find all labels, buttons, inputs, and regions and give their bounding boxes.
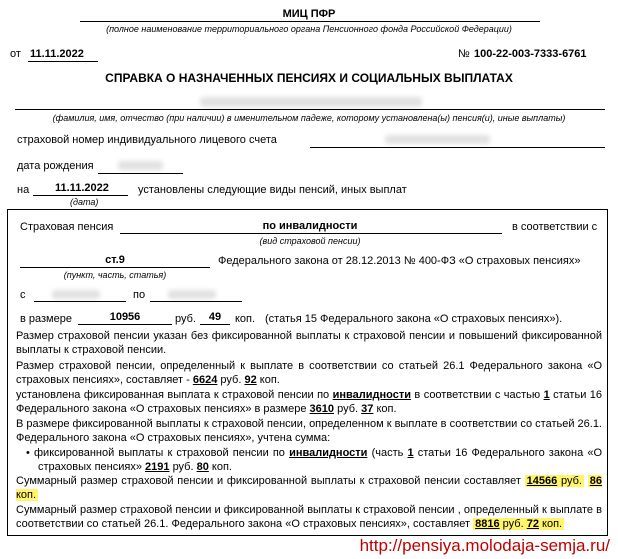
calc-kop: 92 bbox=[244, 374, 257, 386]
issue-date-line bbox=[28, 61, 98, 62]
number-prefix: № bbox=[458, 48, 470, 60]
article: ст.9 bbox=[105, 254, 125, 266]
fixed-paragraph bbox=[16, 388, 602, 416]
amount-kop: 49 bbox=[208, 311, 222, 323]
total-rub: 14566 bbox=[526, 475, 558, 487]
from-line bbox=[34, 301, 126, 302]
doc-number: 100-22-003-7333-6761 bbox=[474, 48, 587, 60]
org-name: МИЦ ПФР bbox=[282, 8, 336, 20]
bullet-text-b: (часть bbox=[371, 447, 404, 459]
bullet-text-c: статьи 16 Федерального закона «О страховых пенсиях» bbox=[38, 447, 603, 473]
calc-text: Размер страховой пенсии, определенный к выплате в соответствии со статьей 26.1 Федерального закона «О страховых пенсиях», составляет - bbox=[16, 360, 602, 386]
law-text: Федерального закона от 28.12.2013 № 400-ФЗ «О страховых пенсиях» bbox=[218, 255, 581, 267]
from-redacted bbox=[52, 290, 100, 299]
issue-date: 11.11.2022 bbox=[30, 48, 84, 60]
org-caption: (полное наименование территориального органа Пенсионного фонда Российской Федерации) bbox=[106, 24, 512, 34]
payout-kop-label: коп. bbox=[542, 518, 563, 530]
payout-kop: 72 bbox=[526, 518, 539, 530]
amount-rub-line bbox=[78, 324, 172, 325]
amount-label: в размере bbox=[20, 313, 72, 325]
pension-type: по инвалидности bbox=[262, 220, 358, 232]
amount-rub: 10956 bbox=[109, 311, 141, 323]
total-kop-label: коп. bbox=[16, 489, 37, 501]
snils-redacted bbox=[385, 135, 490, 144]
bullet-type: инвалидности bbox=[289, 447, 368, 459]
fixed-rub-label: руб. bbox=[337, 403, 359, 415]
snils-label: страховой номер индивидуального лицевого счета bbox=[17, 134, 277, 146]
kop-label: коп. bbox=[235, 313, 256, 325]
fixed-text-b: в соответствии с частью bbox=[414, 389, 541, 401]
on-date-line bbox=[33, 195, 128, 196]
bullet-part: 1 bbox=[407, 447, 414, 459]
to-line bbox=[150, 301, 242, 302]
note-paragraph: Размер страховой пенсии указан без фиксированной выплаты к страховой пенсии и повышений фиксированной выплаты к страховой пенсии. bbox=[16, 330, 602, 356]
calc-rub-label: руб. bbox=[220, 374, 242, 386]
bullet-kop-label: коп. bbox=[211, 461, 232, 473]
watermark-url: http://pensiya.molodaja-semja.ru/ bbox=[359, 536, 610, 555]
from-label: с bbox=[20, 289, 26, 301]
payout-rub-label: руб. bbox=[502, 518, 524, 530]
fio-line bbox=[15, 109, 605, 110]
to-redacted bbox=[168, 290, 216, 299]
date-prefix: от bbox=[10, 48, 21, 60]
total-kop: 86 bbox=[589, 475, 603, 487]
fixed-type: инвалидности bbox=[332, 389, 411, 401]
fixed-part: 1 bbox=[543, 389, 550, 401]
amount-note: (статья 15 Федерального закона «О страховых пенсиях»). bbox=[265, 313, 563, 325]
payout-rub: 8816 bbox=[475, 518, 500, 530]
total-rub-label: руб. bbox=[561, 475, 582, 487]
pension-type-line bbox=[120, 233, 502, 234]
date-caption: (дата) bbox=[70, 197, 99, 207]
fixed-kop-label: коп. bbox=[376, 403, 397, 415]
fio-redacted bbox=[200, 97, 422, 107]
article-caption: (пункт, часть, статья) bbox=[63, 270, 167, 280]
on-text: установлены следующие виды пенсий, иных выплат bbox=[138, 184, 407, 196]
pension-label: Страховая пенсия bbox=[20, 221, 114, 233]
to-label: по bbox=[133, 289, 146, 301]
payout-text: Суммарный размер страховой пенсии и фиксированной выплаты к страховой пенсии , определенный к выплате в соответствии со статьей 26.1. Федерального закона «О страховых пенсиях», составляет bbox=[16, 504, 602, 530]
bullet-text-a: фиксированной выплаты к страховой пенсии по bbox=[34, 447, 285, 459]
calc-rub: 6624 bbox=[192, 374, 218, 386]
birth-line bbox=[98, 173, 183, 174]
fixed-kop: 37 bbox=[361, 403, 374, 415]
on-date: 11.11.2022 bbox=[55, 182, 109, 194]
payout-paragraph bbox=[16, 503, 602, 531]
total-paragraph bbox=[16, 474, 602, 502]
bullet-rub-label: руб. bbox=[172, 461, 194, 473]
fixed-rub: 3610 bbox=[309, 403, 335, 415]
calc-paragraph bbox=[16, 359, 602, 387]
accordance-label: в соответствии с bbox=[512, 221, 598, 233]
fixed-text-a: установлена фиксированная выплата к страховой пенсии по bbox=[16, 389, 330, 401]
article-line bbox=[20, 267, 210, 268]
snils-line bbox=[310, 147, 605, 148]
fixed-text-c: статьи 16 Федерального закона «О страховых пенсиях» в размере bbox=[16, 389, 603, 415]
rub-label: руб. bbox=[175, 313, 196, 325]
calc-kop-label: коп. bbox=[259, 374, 280, 386]
pension-type-caption: (вид страховой пенсии) bbox=[259, 236, 361, 246]
bullet-rub: 2191 bbox=[145, 461, 170, 473]
bullet-paragraph bbox=[26, 446, 603, 474]
bullet-kop: 80 bbox=[196, 461, 209, 473]
birth-redacted bbox=[118, 161, 163, 170]
total-text: Суммарный размер страховой пенсии и фиксированной выплаты к страховой пенсии составляет bbox=[16, 475, 521, 487]
fio-caption: (фамилия, имя, отчество (при наличии) в именительном падеже, которому установлена(ы) пенсия(и), иные выплаты) bbox=[52, 113, 566, 123]
included-paragraph: В размере фиксированной выплаты к страховой пенсии, определенном к выплате в соответствии со статьей 26.1. Федерального закона «О страховых пенсиях», учтена сумма: bbox=[16, 418, 602, 444]
birth-label: дата рождения bbox=[17, 160, 94, 172]
org-underline bbox=[80, 21, 540, 22]
on-label: на bbox=[17, 184, 30, 196]
document-title: СПРАВКА О НАЗНАЧЕННЫХ ПЕНСИЯХ И СОЦИАЛЬНЫХ ВЫПЛАТАХ bbox=[105, 71, 513, 85]
bullet: • bbox=[26, 447, 30, 459]
amount-kop-line bbox=[200, 324, 230, 325]
